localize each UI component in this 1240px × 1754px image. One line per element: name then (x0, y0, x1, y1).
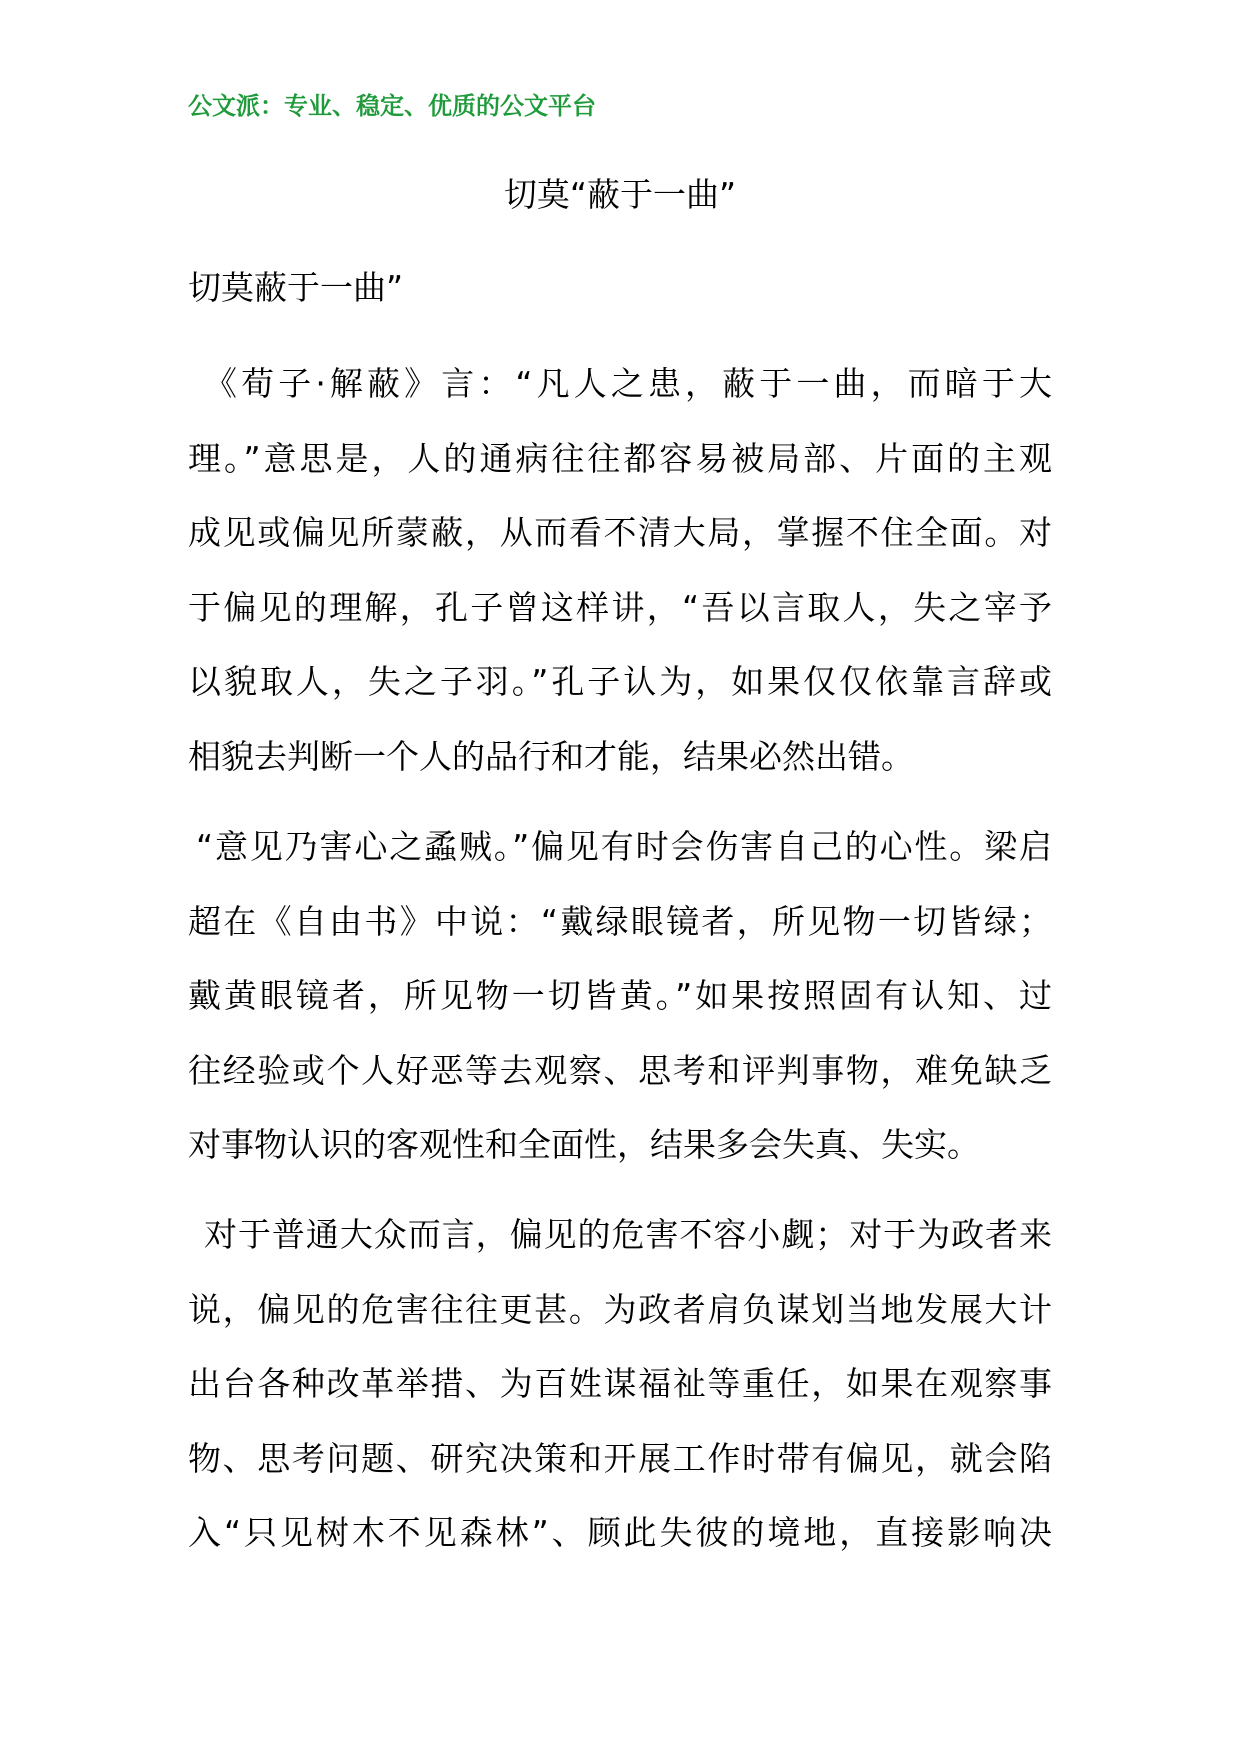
paragraph-line: 理。”意思是，人的通病往往都容易被局部、片面的主观 (188, 438, 1052, 478)
paragraph-line: 于偏见的理解，孔子曾这样讲，“吾以言取人，失之宰予 (188, 587, 1052, 627)
paragraph-line: 戴黄眼镜者，所见物一切皆黄。”如果按照固有认知、过 (188, 976, 1052, 1015)
paragraph-2 (188, 810, 1052, 1183)
paragraph-line: 往经验或个人好恶等去观察、思考和评判事物，难免缺乏 (188, 1050, 1052, 1090)
paragraph-line: 相貌去判断一个人的品行和才能，结果必然出错。 (188, 736, 914, 776)
paragraph-line: 对事物认识的客观性和全面性，结果多会失真、失实。 (188, 1125, 980, 1164)
header-banner: 公文派：专业、稳定、优质的公文平台 (188, 91, 596, 120)
paragraph-line: 对于普通大众而言，偏见的危害不容小觑；对于为政者来 (204, 1215, 1052, 1254)
paragraph-line: 超在《自由书》中说：“戴绿眼镜者，所见物一切皆绿； (188, 901, 1052, 941)
document-subtitle: 切莫蔽于一曲” (188, 268, 404, 307)
paragraph-line: “意见乃害心之蟊贼。”偏见有时会伤害自己的心性。梁启 (196, 827, 1052, 866)
paragraph-line: 入“只见树木不见森林”、顾此失彼的境地，直接影响决 (188, 1513, 1052, 1552)
paragraph-line: 出台各种改革举措、为百姓谋福祉等重任，如果在观察事 (188, 1364, 1052, 1403)
paragraph-line: 物、思考问题、研究决策和开展工作时带有偏见，就会陷 (188, 1438, 1052, 1478)
paragraph-line: 说，偏见的危害往往更甚。为政者肩负谋划当地发展大计 (188, 1289, 1052, 1329)
paragraph-line: 《荀子·解蔽》言：“凡人之患，蔽于一曲，而暗于大 (204, 364, 1052, 403)
paragraph-line: 成见或偏见所蒙蔽，从而看不清大局，掌握不住全面。对 (188, 513, 1052, 552)
document-title: 切莫“蔽于一曲” (503, 175, 737, 214)
paragraph-line: 以貌取人，失之子羽。”孔子认为，如果仅仅依靠言辞或 (188, 662, 1052, 701)
paragraph-3 (188, 1198, 1052, 1571)
paragraph-1 (188, 347, 1052, 794)
